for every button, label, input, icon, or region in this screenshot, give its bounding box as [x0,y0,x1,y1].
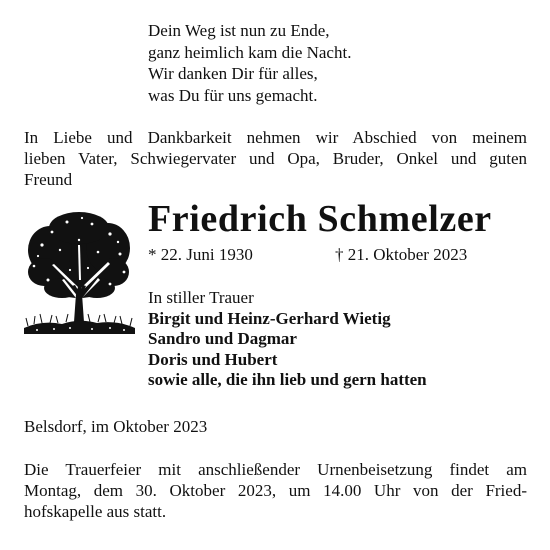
birth-date: * 22. Juni 1930 [148,245,253,264]
mourners-heading: In stiller Trauer [148,288,254,307]
funeral-line: Die Trauerfeier mit anschließender Urnenbeisetzung findet am [24,460,527,479]
funeral-line: Montag, dem 30. Oktober 2023, um 14.00 Uhr von der Fried- [24,481,527,500]
mourners [148,288,528,391]
death-date: † 21. Oktober 2023 [335,245,468,264]
deceased-name: Friedrich Schmelzer [148,198,492,240]
poem-line: Dein Weg ist nun zu Ende, [148,21,330,40]
tree-icon [22,210,137,340]
mourner-name: Doris und Hubert [148,349,278,369]
poem-line: was Du für uns gemacht. [148,85,318,105]
intro-line: Freund [24,170,73,189]
funeral-notice [24,459,527,522]
mourner-name: sowie alle, die ihn lieb und gern hatten [148,370,427,390]
funeral-line: hofskapelle aus statt. [24,502,167,521]
poem-line: Wir danken Dir für alles, [148,64,318,83]
place-and-date: Belsdorf, im Oktober 2023 [24,417,208,436]
poem [148,20,528,106]
mourner-name: Sandro und Dagmar [148,329,297,349]
mourner-name: Birgit und Heinz-Gerhard Wietig [148,308,391,328]
poem-line: ganz heimlich kam die Nacht. [148,42,352,62]
intro-text [24,127,527,190]
intro-line: In Liebe und Dankbarkeit nehmen wir Abschied von meinem [24,128,527,147]
intro-line: lieben Vater, Schwiegervater und Opa, Bruder, Onkel und guten [24,149,527,168]
